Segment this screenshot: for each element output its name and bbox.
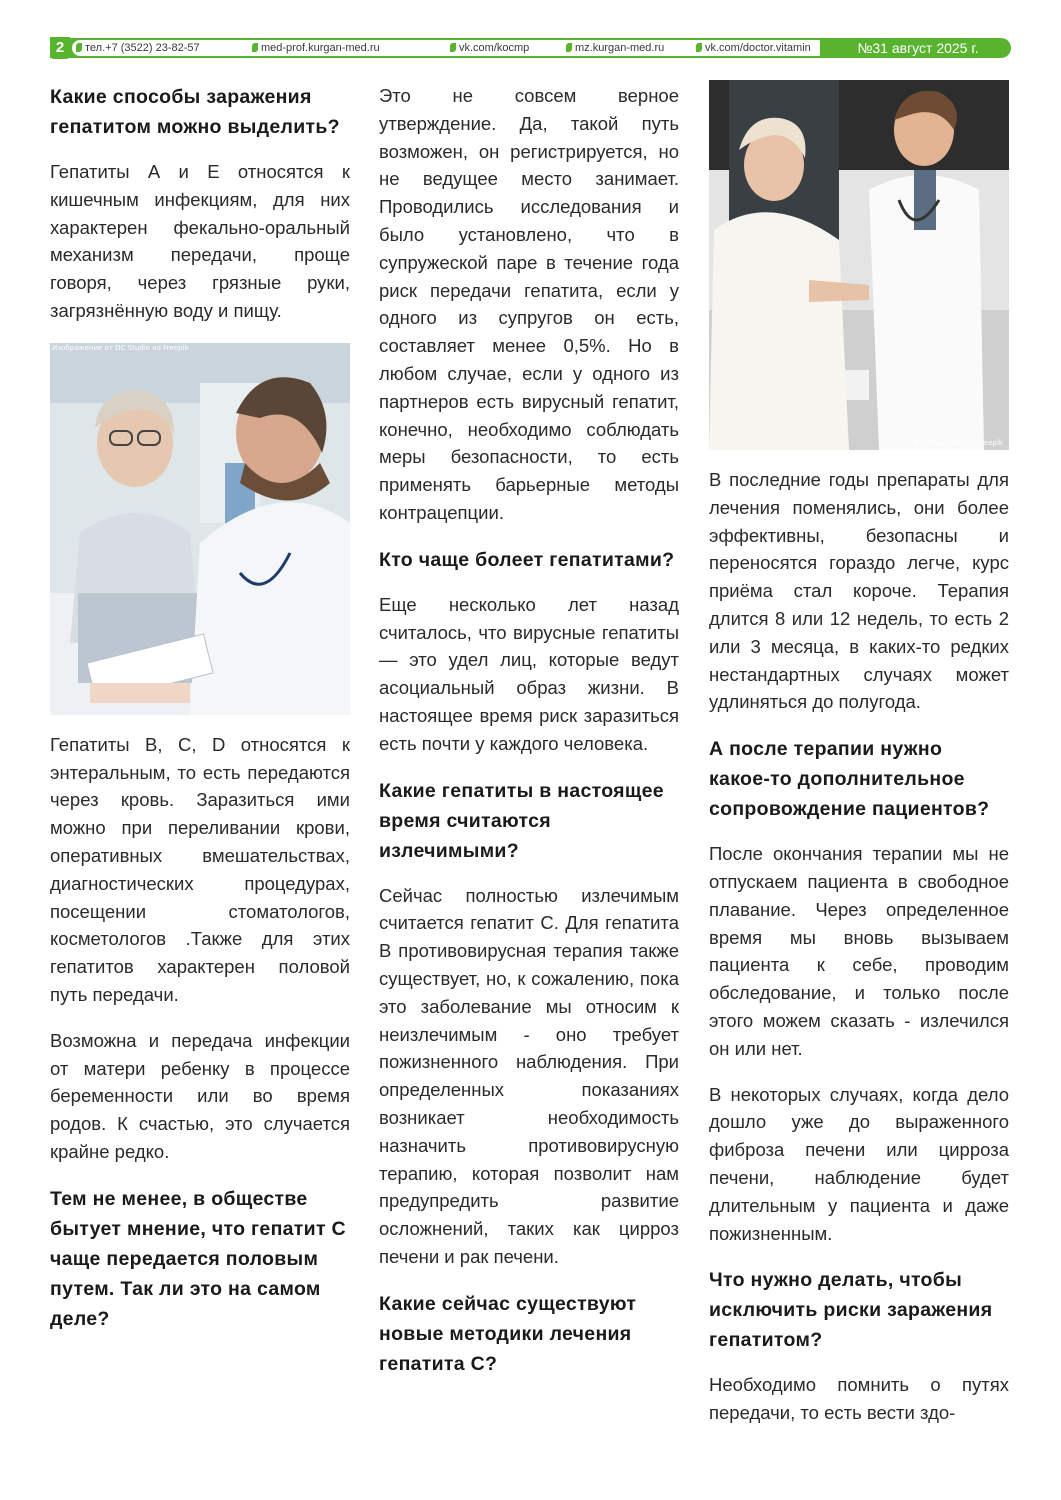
photo-illustration [50, 343, 350, 715]
paragraph: После окончания терапии мы не отпускаем пациента в свободное плавание. Через определенное время мы вновь вызываем пациента к себе, проводим обследование, и только после этого можем сказать - излечился он или нет. [709, 843, 1009, 1059]
section-heading: Тем не менее, в обществе бытует мнение, что гепатит С чаще передается половым путем. Так ли это на самом деле? [50, 1187, 346, 1330]
leaf-icon [450, 43, 456, 52]
column-1 [50, 82, 350, 1350]
doctor-patient-photo [50, 343, 350, 715]
leaf-icon [76, 43, 82, 52]
leaf-icon [566, 43, 572, 52]
photo-credit: Изображение от Freepik [914, 439, 1003, 447]
column-2 [379, 82, 679, 1395]
paragraph: Гепатиты А и Е относятся к кишечным инфекциям, для них характерен фекально-оральный механизм передачи, проще говоря, через грязные руки, загрязнённую воду и пищу. [50, 161, 350, 321]
photo-illustration [709, 80, 1009, 450]
paragraph: Сейчас полностью излечимым считается гепатит С. Для гепатита В противовирусная терапия также существует, но, к сожалению, пока это заболевание мы относим к неизлечимым - оно требует пожизненного наблюдения. При определенных показаниях возникает необходимость назначить противовирусную терапию, которая позволит нам предупредить развитие осложнений, таких как цирроз печени и рак печени. [379, 884, 679, 1267]
header-vk2-link[interactable]: vk.com/doctor.vitamin [696, 40, 811, 56]
leaf-icon [696, 43, 702, 52]
section-heading: Какие гепатиты в настоящее время считаются излечимыми? [379, 779, 664, 862]
paragraph: Возможна и передача инфекции от матери ребенку в процессе беременности или во время родов. К счастью, это случается крайне редко. [50, 1029, 350, 1162]
page-number: 2 [50, 37, 70, 59]
section-heading: Какие сейчас существуют новые методики лечения гепатита С? [379, 1292, 637, 1375]
header-site-link[interactable]: med-prof.kurgan-med.ru [252, 40, 380, 56]
section-heading: А после терапии нужно какое-то дополнительное сопровождение пациентов? [709, 738, 990, 821]
paragraph: Еще несколько лет назад считалось, что вирусные гепатиты — это удел лиц, которые ведут асоциальный образ жизни. В настоящее время риск заразиться есть почти у каждого человека. [379, 593, 679, 754]
paragraph: В некоторых случаях, когда дело дошло уже до выраженного фиброза печени или цирроза печени, наблюдение будет длительным у пациента и даже пожизненным. [709, 1083, 1009, 1244]
leaf-icon [252, 43, 258, 52]
photo-credit: Изображение от DC Studio на Freepik [52, 343, 189, 352]
paragraph: Необходимо помнить о путях передачи, то есть вести здо- [709, 1374, 1009, 1424]
issue-label: №31 август 2025 г. [857, 40, 979, 56]
doctor-handshake-photo [709, 80, 1009, 450]
section-heading: Какие способы заражения гепатитом можно выделить? [50, 86, 340, 138]
paragraph: Гепатиты B, C, D относятся к энтеральным, то есть передаются через кровь. Заразиться ими можно при переливании крови, оперативных вмешательствах, диагностических процедурах, посещении стоматологов, косметологов .Также для этих гепатитов характерен половой путь передачи. [50, 733, 350, 1005]
paragraph: Это не совсем верное утверждение. Да, такой путь возможен, он регистрируется, но не ведущее место занимает. Проводились исследования и было установлено, что в супружеской паре в течение года риск передачи гепатита, если у одного из супругов он есть, составляет менее 0,5%. Но в любом случае, если у одного из партнеров есть вирусный гепатит, конечно, необходимо соблюдать меры безопасности, то есть применять барьерные методы контрацепции. [379, 85, 679, 523]
page-header [50, 38, 1011, 58]
header-site2-link[interactable]: mz.kurgan-med.ru [566, 40, 664, 56]
header-phone: тел.+7 (3522) 23-82-57 [76, 40, 200, 56]
paragraph: В последние годы препараты для лечения поменялись, они более эффективны, безопасны и переносятся гораздо легче, курс приёма стал короче. Терапия длится 8 или 12 недель, то есть 2 или 3 месяца, в каких-то редких нестандартных случаях может удлиняться до полугода. [709, 469, 1009, 713]
header-contacts-strip [72, 40, 820, 56]
column-3 [709, 82, 1009, 1445]
header-vk-link[interactable]: vk.com/kocmp [450, 40, 529, 56]
section-heading: Что нужно делать, чтобы исключить риски заражения гепатитом? [709, 1269, 993, 1352]
section-heading: Кто чаще болеет гепатитами? [379, 548, 675, 571]
